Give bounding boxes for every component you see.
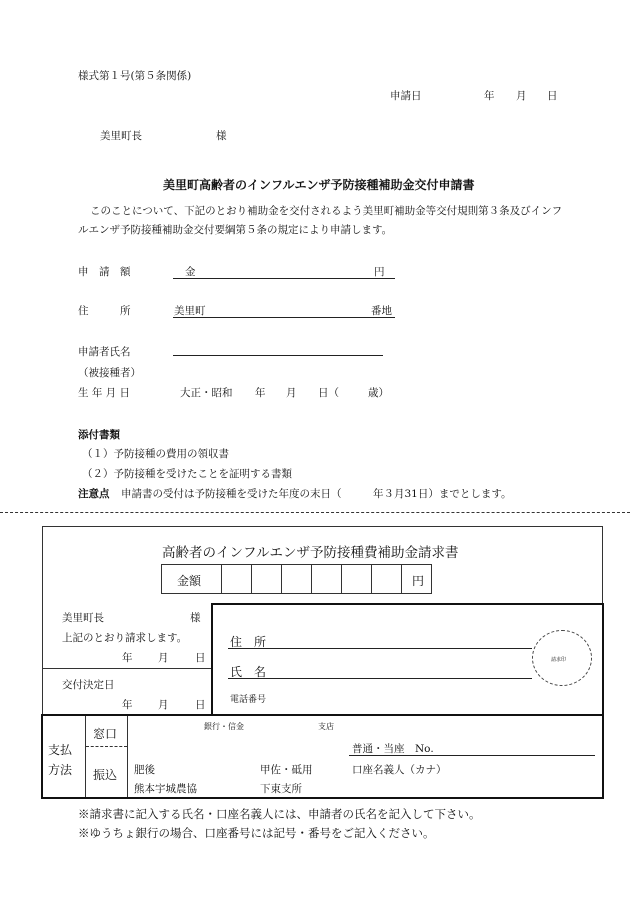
branch-option-3: 下東支所 — [260, 783, 302, 795]
bank-option-1: 肥後 — [134, 764, 155, 776]
payment-label-2: 方法 — [48, 763, 73, 777]
payment-transfer-option[interactable]: 振込 — [93, 768, 118, 782]
claim-amount-box[interactable] — [161, 564, 432, 594]
date-year: 年 — [484, 90, 495, 102]
applicant-label: 申請者氏名 — [78, 346, 131, 358]
birth-day: 日（ — [318, 387, 339, 399]
claim-title: 高齢者のインフルエンザ予防接種費補助金請求書 — [162, 545, 459, 561]
bank-header: 銀行・信金 — [204, 722, 244, 731]
address-label: 住 所 — [78, 305, 131, 317]
form-label: 様式第１号(第５条関係) — [78, 70, 192, 82]
claim-yen: 円 — [412, 574, 425, 588]
claimant-address-field[interactable] — [228, 648, 532, 649]
account-number-field[interactable] — [349, 755, 595, 756]
applicant-field[interactable] — [173, 355, 383, 356]
attachment-item-1: （１）予防接種の費用の領収書 — [82, 448, 229, 460]
amount-prefix: 金 — [185, 266, 196, 278]
bank-option-3: 熊本宇城農協 — [134, 783, 197, 795]
account-type[interactable]: 普通・当座 No. — [352, 743, 434, 755]
claimant-name-field[interactable] — [228, 678, 532, 679]
claim-year: 年 — [122, 652, 133, 664]
amount-label: 申 請 額 — [78, 266, 131, 278]
account-holder-label: 口座名義人（カナ） — [352, 764, 447, 776]
note-label: 注意点 — [78, 488, 110, 500]
claim-decision-day: 日 — [195, 699, 206, 711]
attachment-item-2: （２）予防接種を受けたことを証明する書類 — [82, 468, 292, 480]
payment-label-1: 支払 — [48, 743, 73, 757]
date-month: 月 — [516, 90, 527, 102]
claim-decision-year: 年 — [122, 699, 133, 711]
branch-header: 支店 — [318, 722, 334, 731]
claim-decision-month: 月 — [158, 699, 169, 711]
claim-amount-label: 金額 — [177, 574, 202, 588]
cut-line-divider — [0, 512, 630, 513]
address-prefix: 美里町 — [174, 305, 206, 317]
bank-option-2: 甲佐・砥用 — [260, 764, 313, 776]
claim-honorific: 様 — [190, 612, 201, 624]
claimant-name-label: 氏 名 — [230, 665, 267, 679]
intro-line-1: このことについて、下記のとおり補助金を交付されるよう美里町補助金等交付規則第３条及びインフ — [90, 205, 563, 217]
birth-era: 大正・昭和 — [180, 387, 233, 399]
claim-decision-label: 交付決定日 — [62, 679, 115, 691]
page-title: 美里町高齢者のインフルエンザ予防接種補助金交付申請書 — [163, 178, 475, 192]
birth-month: 月 — [286, 387, 297, 399]
addressee-name: 美里町長 — [100, 130, 142, 142]
claimant-address-label: 住 所 — [230, 635, 267, 649]
address-suffix: 番地 — [371, 305, 392, 317]
address-field[interactable] — [173, 317, 395, 318]
note-text: 申請書の受付は予防接種を受けた年度の末日（ 年３月31日）までとします。 — [121, 488, 512, 500]
applicant-sub: （被接種者） — [78, 367, 141, 379]
birth-year: 年 — [255, 387, 266, 399]
birth-age: 歳） — [368, 387, 389, 399]
stamp-label: 請求印 — [551, 657, 567, 663]
amount-suffix: 円 — [374, 266, 385, 278]
attachments-heading: 添付書類 — [78, 429, 120, 441]
intro-line-2: ルエンザ予防接種補助金交付要綱第５条の規定により申請します。 — [78, 224, 393, 236]
payment-counter-option[interactable]: 窓口 — [93, 727, 118, 741]
birth-label: 生 年 月 日 — [78, 387, 131, 399]
claim-addressee: 美里町長 — [62, 612, 104, 624]
claim-day: 日 — [195, 652, 206, 664]
date-label: 申請日 — [390, 90, 422, 102]
date-day: 日 — [547, 90, 558, 102]
footnote-2: ※ゆうちょ銀行の場合、口座番号には記号・番号をご記入ください。 — [78, 826, 435, 840]
claim-request-text: 上記のとおり請求します。 — [62, 632, 188, 644]
amount-field[interactable] — [173, 278, 395, 279]
claim-month: 月 — [158, 652, 169, 664]
claimant-phone-label: 電話番号 — [230, 695, 267, 705]
footnote-1: ※請求書に記入する氏名・口座名義人には、申請者の氏名を記入して下さい。 — [78, 807, 481, 821]
addressee-honorific: 様 — [216, 130, 227, 142]
